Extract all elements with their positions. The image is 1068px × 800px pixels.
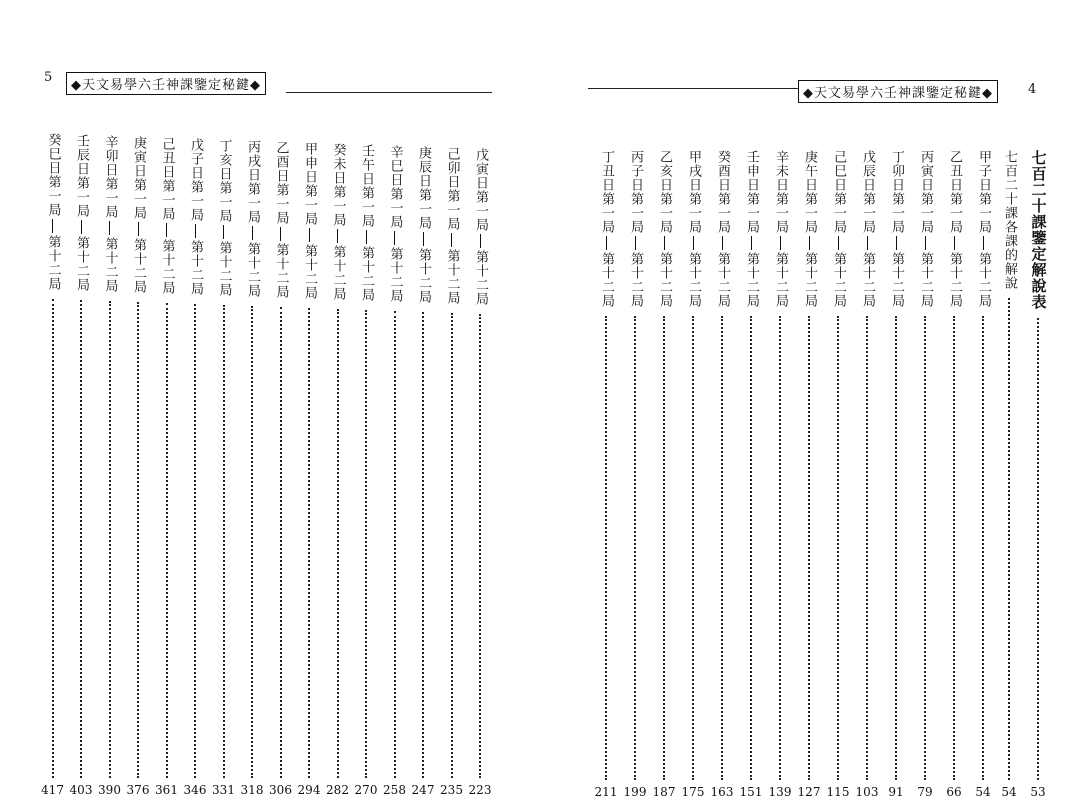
leader-dots: [52, 299, 54, 778]
toc-entry[interactable]: [466, 148, 494, 798]
entry-end: 第十二局: [628, 252, 643, 308]
range-dash: [635, 236, 636, 250]
toc-entry[interactable]: [438, 147, 466, 798]
entry-start: 辛未日第一局: [773, 150, 788, 234]
header-rule: [286, 92, 492, 93]
entry-start: 乙丑日第一局: [947, 150, 962, 234]
entry-start: 丁丑日第一局: [599, 150, 614, 234]
page-ref: 79: [917, 785, 933, 799]
page-number: 5: [44, 70, 53, 85]
toc-entry[interactable]: [882, 150, 910, 800]
running-header: ◆天文易學六壬神課鑒定秘鍵◆: [66, 72, 266, 95]
entry-start: 庚午日第一局: [802, 150, 817, 234]
page-ref: 163: [710, 785, 734, 799]
range-dash: [838, 236, 839, 250]
leader-dots: [365, 310, 367, 778]
entry-start: 乙亥日第一局: [657, 150, 672, 234]
page-number: 4: [1028, 82, 1037, 97]
page-ref: 376: [126, 783, 150, 797]
toc-entry[interactable]: [969, 150, 997, 800]
right-page: [534, 0, 1068, 800]
entry-start: 辛巳日第一局: [387, 145, 403, 229]
entry-end: 第十二局: [216, 241, 232, 297]
header-rule: [588, 88, 798, 89]
leader-dots: [422, 312, 424, 778]
range-dash: [867, 236, 868, 250]
entry-end: 第十二局: [860, 252, 875, 308]
toc-entry[interactable]: [766, 150, 794, 800]
leader-dots: [223, 305, 225, 778]
entry-start: 乙酉日第一局: [273, 141, 289, 225]
entry-end: 第十二局: [159, 239, 175, 295]
page-ref: 103: [855, 785, 879, 799]
page-ref: 115: [826, 785, 850, 799]
range-dash: [195, 224, 196, 238]
entry-start: 庚辰日第一局: [416, 146, 431, 230]
toc-entry[interactable]: [124, 136, 152, 798]
toc-entry[interactable]: [621, 150, 649, 800]
range-dash: [423, 232, 424, 246]
toc-entry[interactable]: [679, 150, 707, 800]
entry-start: 戊辰日第一局: [860, 150, 875, 234]
leader-dots: [605, 316, 607, 780]
entry-end: 第十二局: [245, 242, 260, 298]
page-ref: 91: [888, 785, 904, 799]
page-ref: 211: [594, 785, 618, 799]
entry-start: 甲戌日第一局: [686, 150, 701, 234]
entry-start: 丙寅日第一局: [918, 150, 933, 234]
page-ref: 390: [98, 783, 121, 797]
leader-dots: [280, 307, 282, 778]
range-dash: [166, 223, 167, 237]
leader-dots: [251, 306, 253, 778]
toc-entry[interactable]: [238, 140, 266, 798]
leader-dots: [866, 316, 868, 780]
leader-dots: [80, 300, 82, 778]
toc-subtitle: 七百二十課各課的解說: [1002, 150, 1017, 290]
entry-end: 第十二局: [599, 252, 614, 308]
toc-entry[interactable]: [592, 150, 620, 800]
leader-dots: [1008, 298, 1010, 780]
entry-end: 第十二局: [802, 252, 817, 308]
toc-entry[interactable]: [795, 150, 823, 800]
entry-end: 第十二局: [715, 252, 730, 308]
page-ref: 223: [468, 783, 492, 797]
leader-dots: [1037, 318, 1039, 780]
entry-end: 第十二局: [947, 252, 962, 308]
entry-end: 第十二局: [330, 245, 346, 301]
entry-start: 丁卯日第一局: [889, 150, 904, 234]
range-dash: [138, 222, 139, 236]
entry-start: 壬申日第一局: [744, 150, 759, 234]
page-ref: 361: [155, 783, 178, 797]
entry-end: 第十二局: [387, 247, 403, 303]
leader-dots: [337, 309, 339, 778]
range-dash: [366, 230, 367, 244]
page-ref: 151: [739, 785, 763, 799]
range-dash: [751, 236, 752, 250]
range-dash: [280, 227, 281, 241]
entry-end: 第十二局: [773, 252, 788, 308]
entry-start: 庚寅日第一局: [131, 136, 146, 220]
leader-dots: [479, 314, 481, 778]
entry-start: 辛卯日第一局: [102, 135, 118, 219]
entry-start: 甲申日第一局: [302, 142, 317, 226]
toc-title: 七百二十課鑒定解說表: [1029, 150, 1048, 310]
entry-start: 己卯日第一局: [444, 147, 460, 231]
toc-subtitle-entry[interactable]: [995, 150, 1023, 800]
entry-start: 癸未日第一局: [330, 143, 346, 227]
toc-entry[interactable]: [39, 133, 67, 798]
range-dash: [954, 236, 955, 250]
entry-start: 戊寅日第一局: [473, 148, 488, 232]
toc-entry[interactable]: [824, 150, 852, 800]
toc-entry[interactable]: [352, 144, 380, 798]
leader-dots: [166, 303, 168, 778]
range-dash: [693, 236, 694, 250]
leader-dots: [808, 316, 810, 780]
toc-entry[interactable]: [650, 150, 678, 800]
range-dash: [606, 236, 607, 250]
toc-entry[interactable]: [911, 150, 939, 800]
page-ref: 247: [411, 783, 435, 797]
leader-dots: [953, 316, 955, 780]
entry-start: 癸巳日第一局: [45, 133, 61, 217]
entry-start: 丁亥日第一局: [216, 139, 232, 223]
range-dash: [309, 228, 310, 242]
page-ref: 127: [797, 785, 821, 799]
page-ref: 331: [212, 783, 235, 797]
leader-dots: [451, 313, 453, 778]
page-ref: 54: [975, 785, 991, 799]
toc-entry[interactable]: [737, 150, 765, 800]
range-dash: [983, 236, 984, 250]
entry-end: 第十二局: [918, 252, 933, 308]
toc-entry[interactable]: [295, 142, 323, 798]
page-ref: 346: [183, 783, 207, 797]
page-ref: 66: [946, 785, 962, 799]
page-ref: 403: [69, 783, 93, 797]
toc-entry[interactable]: [853, 150, 881, 800]
toc-entry[interactable]: [409, 146, 437, 798]
page-ref: 175: [681, 785, 705, 799]
entry-end: 第十二局: [831, 252, 846, 308]
entry-end: 第十二局: [102, 237, 118, 293]
entry-end: 第十二局: [657, 252, 672, 308]
entry-start: 丙戌日第一局: [245, 140, 260, 224]
leader-dots: [194, 304, 196, 778]
running-header: ◆天文易學六壬神課鑒定秘鍵◆: [798, 80, 998, 103]
entry-end: 第十二局: [686, 252, 701, 308]
leader-dots: [394, 311, 396, 778]
range-dash: [451, 233, 452, 247]
toc-entry[interactable]: [96, 135, 124, 798]
range-dash: [81, 220, 82, 234]
range-dash: [780, 236, 781, 250]
entry-end: 第十二局: [473, 250, 488, 306]
entry-start: 癸酉日第一局: [715, 150, 730, 234]
range-dash: [223, 225, 224, 239]
range-dash: [109, 221, 110, 235]
toc-entry[interactable]: [181, 138, 209, 798]
page-ref: 306: [269, 783, 292, 797]
toc-entry[interactable]: [940, 150, 968, 800]
leader-dots: [109, 301, 111, 778]
leader-dots: [779, 316, 781, 780]
entry-end: 第十二局: [744, 252, 759, 308]
toc-entry[interactable]: [324, 143, 352, 798]
entry-end: 第十二局: [444, 249, 460, 305]
entry-start: 甲子日第一局: [976, 150, 991, 234]
range-dash: [925, 236, 926, 250]
page-ref: 54: [1001, 785, 1017, 799]
page-ref: 258: [383, 783, 406, 797]
page-ref: 199: [623, 785, 647, 799]
leader-dots: [895, 316, 897, 780]
leader-dots: [982, 316, 984, 780]
leader-dots: [721, 316, 723, 780]
page-ref: 270: [354, 783, 378, 797]
range-dash: [52, 219, 53, 233]
range-dash: [252, 226, 253, 240]
range-dash: [480, 234, 481, 248]
entry-end: 第十二局: [302, 244, 317, 300]
range-dash: [394, 231, 395, 245]
entry-start: 己巳日第一局: [831, 150, 846, 234]
entry-end: 第十二局: [273, 243, 289, 299]
toc-title-entry[interactable]: [1024, 150, 1052, 800]
entry-end: 第十二局: [131, 238, 146, 294]
page-ref: 187: [652, 785, 676, 799]
leader-dots: [692, 316, 694, 780]
entry-start: 壬辰日第一局: [74, 134, 89, 218]
leader-dots: [924, 316, 926, 780]
toc-entry[interactable]: [381, 145, 409, 798]
leader-dots: [837, 316, 839, 780]
leader-dots: [308, 308, 310, 778]
toc-entry[interactable]: [153, 137, 181, 798]
page-ref: 282: [326, 783, 349, 797]
range-dash: [337, 229, 338, 243]
entry-end: 第十二局: [45, 235, 61, 291]
page-ref: 318: [240, 783, 264, 797]
entry-end: 第十二局: [976, 252, 991, 308]
range-dash: [809, 236, 810, 250]
page-ref: 139: [768, 785, 792, 799]
entry-end: 第十二局: [889, 252, 904, 308]
page-ref: 235: [440, 783, 463, 797]
leader-dots: [137, 302, 139, 778]
leader-dots: [750, 316, 752, 780]
page-ref: 53: [1030, 785, 1046, 799]
toc-entry[interactable]: [267, 141, 295, 798]
entry-end: 第十二局: [416, 248, 431, 304]
page-ref: 417: [41, 783, 64, 797]
range-dash: [896, 236, 897, 250]
entry-end: 第十二局: [359, 246, 374, 302]
entry-end: 第十二局: [74, 236, 89, 292]
entry-end: 第十二局: [188, 240, 203, 296]
entry-start: 壬午日第一局: [359, 144, 374, 228]
page-ref: 294: [297, 783, 321, 797]
toc-entry[interactable]: [708, 150, 736, 800]
entry-start: 戊子日第一局: [188, 138, 203, 222]
toc-entry[interactable]: [210, 139, 238, 798]
entry-start: 己丑日第一局: [159, 137, 175, 221]
leader-dots: [663, 316, 665, 780]
entry-start: 丙子日第一局: [628, 150, 643, 234]
range-dash: [722, 236, 723, 250]
toc-entry[interactable]: [67, 134, 95, 798]
range-dash: [664, 236, 665, 250]
leader-dots: [634, 316, 636, 780]
